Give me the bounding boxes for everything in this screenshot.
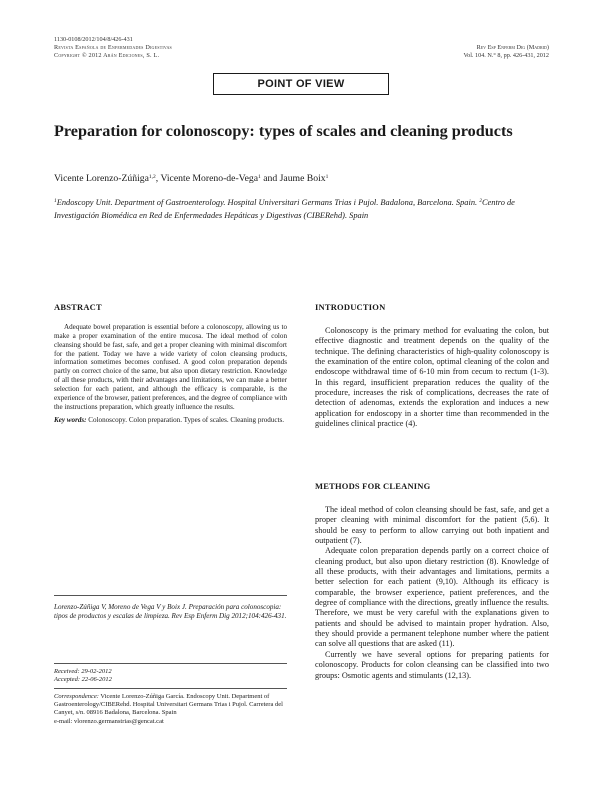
author-separator: and [260,173,280,184]
copyright-line: Copyright © 2012 Arán Ediciones, S. L. [54,52,160,59]
issn-line: 1130-0108/2012/104/8/426-431 [54,36,133,43]
affil-text: Centro de Investigación Biomédica en Red de Enfermedades Hepáticas y Digestivas (CIBERehd). Spain [54,198,515,220]
author-affil-sup: 1 [258,174,261,180]
dates-divider [54,663,287,664]
keywords [54,416,287,425]
author-name: Vicente Lorenzo-Zúñiga [54,173,149,184]
affil-sup: 1 [54,198,57,204]
dates-block [54,668,287,684]
author-affil-sup: 1,2 [148,174,156,180]
introduction-heading: INTRODUCTION [315,302,386,312]
journal-header-left [54,36,172,60]
correspondence-divider [54,688,287,689]
journal-abbrev: Rev Esp Enferm Dig (Madrid) [476,44,549,51]
accepted-date [54,676,287,684]
correspondence-address: Vicente Lorenzo-Zúñiga García. Endoscopy Unit. Department of Gastroenterology/CIBERehd. Hospital Universitari Germans Trias i Pujol. Carretera del Canyet, s/n. 08916 Badalona, Barcelona. Spain [54,693,283,717]
affiliations [54,196,549,222]
journal-header-right [463,44,549,60]
article-title: Preparation for colonoscopy: types of scales and cleaning products [54,122,513,140]
author-list [54,173,549,185]
correspondence-label: Correspondence: [54,693,99,700]
methods-paragraph: The ideal method of colon cleansing should be fast, safe, and get a proper cleaning with minimal discomfort for the patient (5,6). It should be easy to perform to allow carrying out both inpatient and outpatient (7). [315,505,549,546]
journal-name: Revista Española de Enfermedades Digestivas [54,44,172,51]
accepted-text: Accepted: 22-06-2012 [54,676,112,684]
abstract-section [54,302,287,425]
methods-body [315,505,549,681]
keywords-label: Key words: [54,416,87,425]
affil-text: Endoscopy Unit. Department of Gastroenterology. Hospital Universitari Germans Trias i Pujol. Badalona, Barcelona. Spain. [56,198,480,207]
introduction-paragraph: Colonoscopy is the primary method for evaluating the colon, but effective diagnostic and treatment depends on the quality of the technique. The defining characteristics of high-quality colonoscopy is the examination of the entire colon, optimal cleaning of the colon and endoscope withdrawal time of 6-10 min from cecum to rectum (1-3). In this regard, insufficient preparation reduces the quality of the procedure, increases the risk of complications, decreases the rate of detection of adenomas, extends the exploration and induces a new application for endoscopy in a shorter time than recommended in the guidelines clinical practice (4). [315,326,549,429]
author-separator: , [155,173,161,184]
received-text: Received: 29-02-2012 [54,668,112,675]
methods-heading: METHODS FOR CLEANING [315,481,431,491]
introduction-section [315,302,549,429]
affil-sup: 2 [479,198,482,204]
volume-line: Vol. 104. N.° 8, pp. 426-431, 2012 [463,52,549,59]
author-affil-sup: 1 [325,174,329,180]
author-name: Jaume Boix [279,173,326,184]
citation-text: Lorenzo-Zúñiga V, Moreno de Vega V y Boix J. Preparación para colonoscopia: tipos de productos y escalas de limpieza. Rev Esp Enferm Dig 2012;104:426-431. [54,603,287,620]
methods-paragraph: Adequate colon preparation depends partly on a correct choice of cleaning product, but also upon dietary restriction (8). Knowledge of all these products, with their advantages and limitations, permits a better selection for each patient (9,10). Although its efficacy is comparable, the browser experience, patient preferences, and the degree of compliance with the directions, greatly influence the results. Therefore, we must be very careful with the explanations given to patients and should be advised to maintain proper hydration. Also, they should provide a permanent telephone number where the patient can solve all questions that are asked (11). [315,546,549,649]
introduction-body [315,326,549,429]
section-label-box: POINT OF VIEW [213,73,389,95]
correspondence-text [54,693,287,718]
citation-block [54,603,287,621]
keywords-text: Colonoscopy. Colon preparation. Types of scales. Cleaning products. [86,416,285,425]
methods-paragraph: Currently we have several options for preparing patients for colonoscopy. Products for colon cleansing can be classified into two groups: Osmotic agents and stimulants (12,13). [315,649,549,680]
received-date [54,668,287,676]
methods-section [315,481,549,681]
correspondence-email: e-mail: vlorenzo.germanstrias@gencat.cat [54,717,164,725]
abstract-heading: ABSTRACT [54,302,102,312]
citation-divider [54,595,287,596]
correspondence-block [54,693,287,726]
abstract-text: Adequate bowel preparation is essential before a colonoscopy, allowing us to make a proper examination of the entire mucosa. The ideal method of colon cleansing should be fast, safe, and get a proper cleaning with minimal discomfort for the patient. Today we have a wide variety of colon cleansing products, information sometimes becomes confused. A good colon preparation depends partly on correct choice of the same, but also upon dietary restriction. Knowledge of all these products, with their advantages and limitations, we can make a better selection for each patient, and although the efficacy is comparable, is the experience of the browser, patient preferences, and the degree of compliance with the instructions preparation, which greatly influence the results. [54,323,287,411]
author-name: Vicente Moreno-de-Vega [160,173,259,184]
